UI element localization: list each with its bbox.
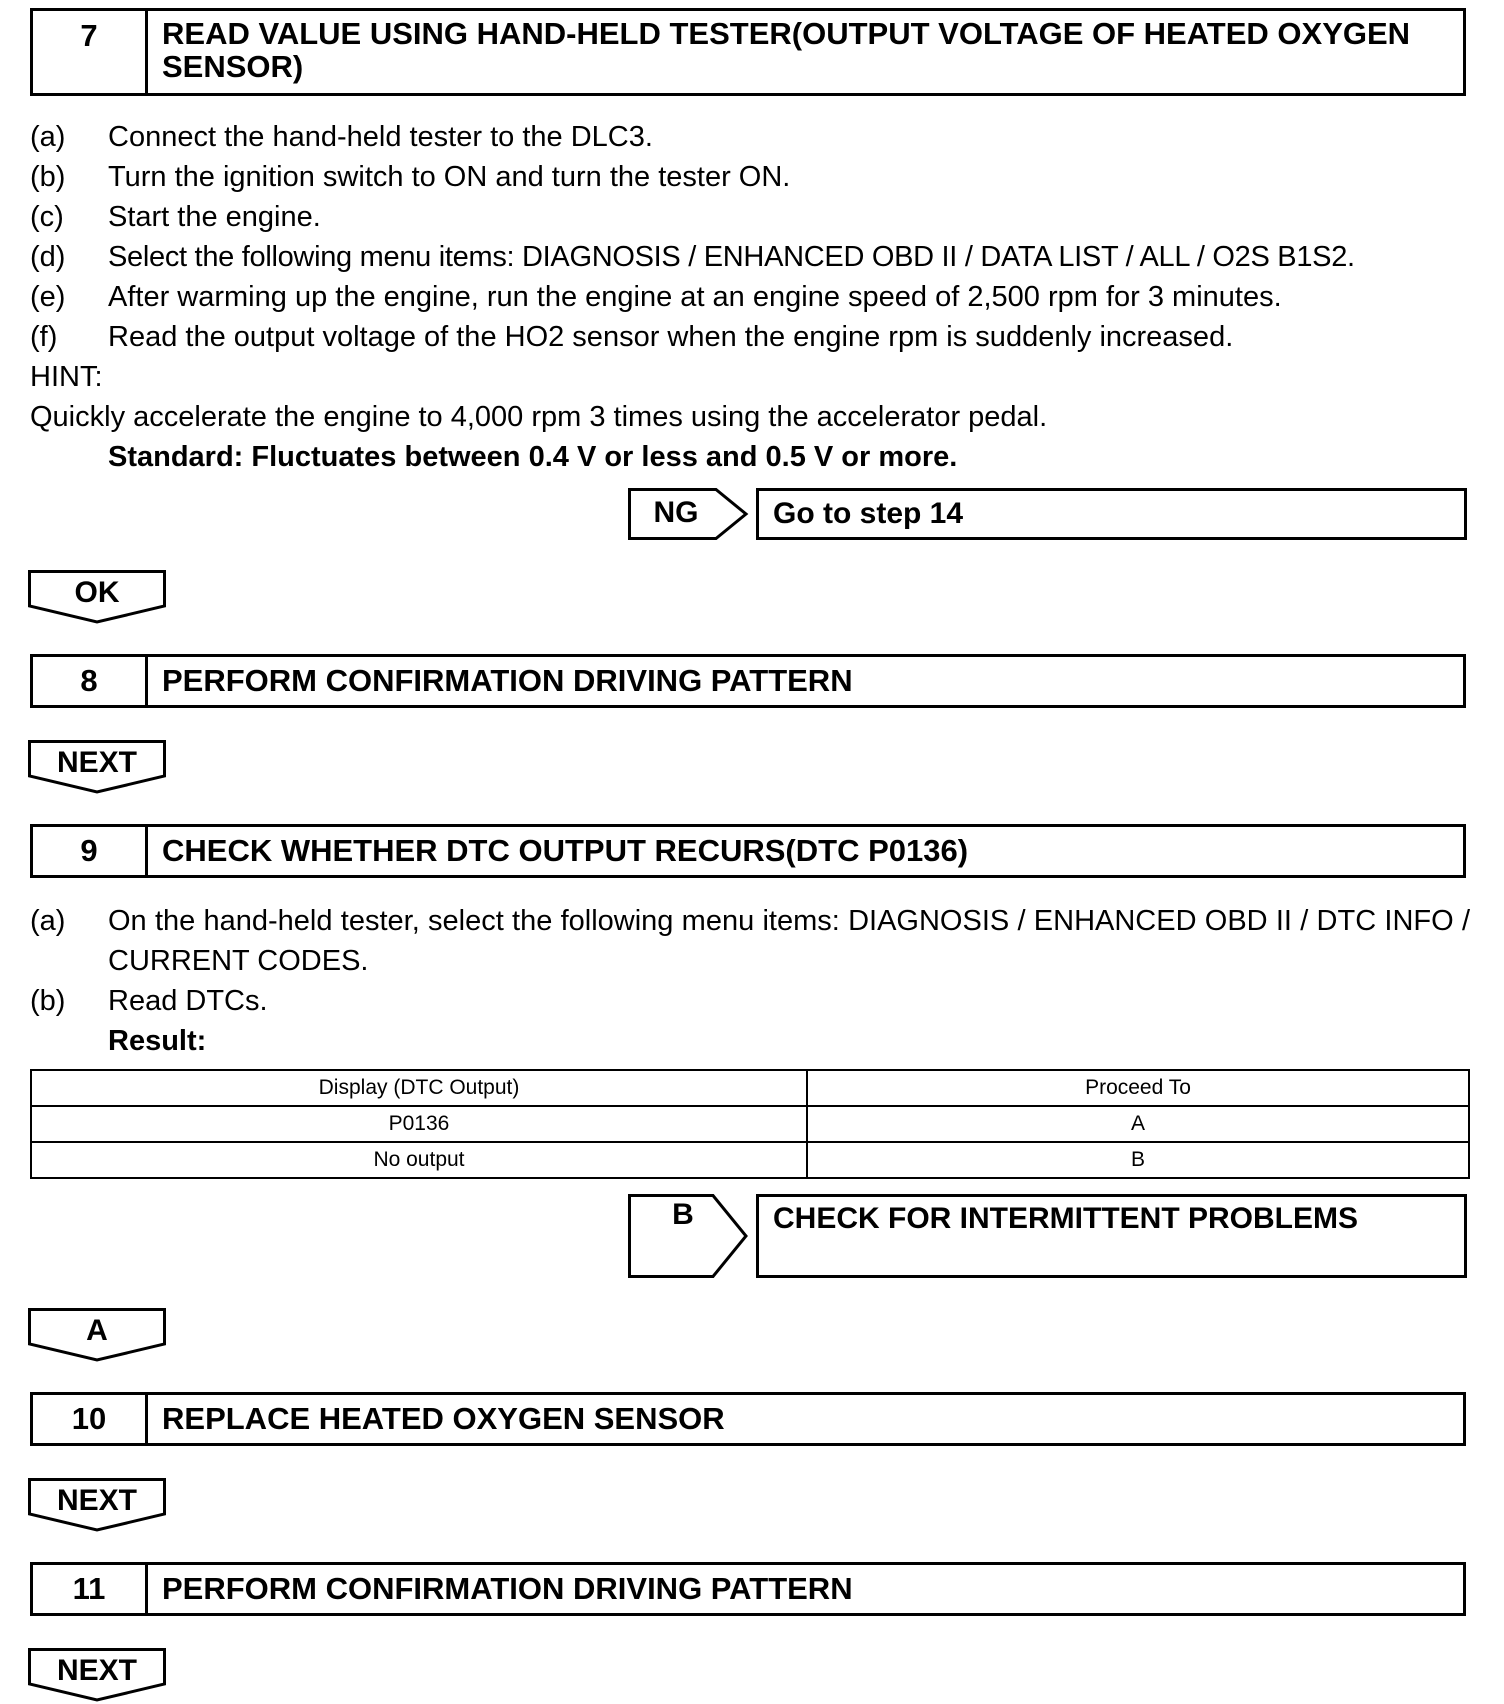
step-title: PERFORM CONFIRMATION DRIVING PATTERN bbox=[162, 663, 853, 698]
next-label: NEXT bbox=[56, 1654, 137, 1687]
table-header-row bbox=[31, 1070, 1469, 1106]
b-branch-marker bbox=[628, 1194, 748, 1278]
ng-label: NG bbox=[653, 496, 699, 529]
table-row bbox=[31, 1142, 1469, 1178]
next-arrow-box bbox=[28, 740, 166, 792]
result-label: Result: bbox=[108, 1025, 207, 1057]
table-header-cell: Proceed To bbox=[807, 1070, 1469, 1106]
step-number: 9 bbox=[33, 827, 148, 875]
table-cell: A bbox=[807, 1106, 1469, 1142]
next-arrow-box bbox=[28, 1478, 166, 1530]
step-10-header bbox=[30, 1392, 1466, 1446]
step-11-header bbox=[30, 1562, 1466, 1616]
a-arrow-box bbox=[28, 1308, 166, 1360]
table-header-cell: Display (DTC Output) bbox=[31, 1070, 807, 1106]
list-item: (a) On the hand-held tester, select the following menu items: DIAGNOSIS / ENHANCED OBD II / DTC INFO / CURRENT CODES. bbox=[30, 905, 1470, 977]
ok-label: OK bbox=[74, 576, 120, 609]
step-title: CHECK WHETHER DTC OUTPUT RECURS(DTC P0136) bbox=[162, 833, 969, 868]
table-cell: B bbox=[807, 1142, 1469, 1178]
table-cell: P0136 bbox=[31, 1106, 807, 1142]
step-title: REPLACE HEATED OXYGEN SENSOR bbox=[162, 1401, 725, 1436]
standard-text: Standard: Fluctuates between 0.4 V or less and 0.5 V or more. bbox=[108, 441, 958, 473]
ok-arrow-box bbox=[28, 570, 166, 622]
table-row bbox=[31, 1106, 1469, 1142]
next-label: NEXT bbox=[56, 1484, 137, 1517]
a-label: A bbox=[86, 1314, 108, 1347]
step-number: 11 bbox=[33, 1565, 148, 1613]
step-number: 7 bbox=[33, 11, 148, 93]
ng-target-box: Go to step 14 bbox=[756, 488, 1467, 540]
step-number: 10 bbox=[33, 1395, 148, 1443]
step-title: PERFORM CONFIRMATION DRIVING PATTERN bbox=[162, 1571, 853, 1606]
hint-label: HINT: bbox=[30, 361, 103, 393]
step-8-header bbox=[30, 654, 1466, 708]
step-7-header bbox=[30, 8, 1466, 96]
hint-text: Quickly accelerate the engine to 4,000 rpm 3 times using the accelerator pedal. bbox=[30, 401, 1048, 433]
step-number: 8 bbox=[33, 657, 148, 705]
step-9-header bbox=[30, 824, 1466, 878]
ng-branch-marker bbox=[628, 488, 748, 540]
result-table bbox=[30, 1069, 1470, 1179]
b-label: B bbox=[672, 1198, 694, 1231]
table-cell: No output bbox=[31, 1142, 807, 1178]
b-target-box: CHECK FOR INTERMITTENT PROBLEMS bbox=[756, 1194, 1467, 1278]
next-label: NEXT bbox=[56, 746, 137, 779]
step-title: READ VALUE USING HAND-HELD TESTER(OUTPUT VOLTAGE OF HEATED OXYGEN SENSOR) bbox=[162, 16, 1411, 84]
next-arrow-box bbox=[28, 1648, 166, 1700]
